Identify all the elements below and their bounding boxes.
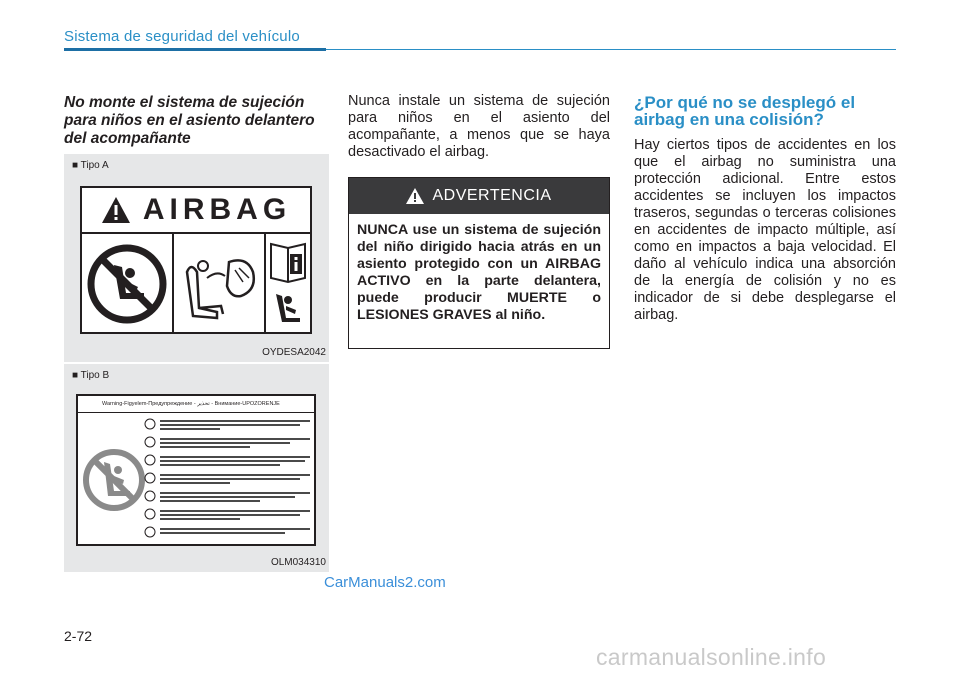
child-seat-heading: No monte el sistema de sujeción para niños en el asiento delantero del acompañante xyxy=(64,94,315,147)
page-number: 2-72 xyxy=(64,628,93,644)
airbag-warning-label xyxy=(80,186,312,334)
figure-a-label: ■ Tipo A xyxy=(72,160,109,171)
figure-a-code: OYDESA2042 xyxy=(262,347,326,358)
airbag-deploy-cell xyxy=(174,234,266,334)
header-rule-dark xyxy=(64,48,326,51)
figure-type-a xyxy=(64,154,329,362)
multilingual-warning-label xyxy=(76,394,316,546)
warning-header xyxy=(349,178,609,214)
header-rule-light xyxy=(326,49,896,50)
manual-cell xyxy=(266,234,310,334)
child-seat-paragraph: Nunca instale un sistema de sujeción para niños en el asiento del acompañante, a menos que se haya desactivado el airbag. xyxy=(348,93,610,160)
figure-b-label: ■ Tipo B xyxy=(72,370,110,381)
multilingual-warning-header: Warning-Figyelem-Предупреждение - تحذير - Внимание-UPOZORENJE xyxy=(78,396,314,413)
no-child-seat-icon xyxy=(86,243,168,325)
watermark-link[interactable]: CarManuals2.com xyxy=(324,574,446,591)
owners-manual-icon xyxy=(268,238,308,330)
multilingual-warning-graphic xyxy=(80,416,316,544)
warning-triangle-icon xyxy=(406,188,424,204)
airbag-sign-text: AIRBAG xyxy=(142,193,292,226)
warning-box xyxy=(348,177,610,349)
figure-type-b xyxy=(64,364,329,572)
figure-b-code: OLM034310 xyxy=(270,557,326,568)
footer-watermark: carmanualsonline.info xyxy=(596,644,827,670)
warning-triangle-icon xyxy=(101,196,131,224)
airbag-not-deployed-paragraph: Hay ciertos tipos de accidentes en los que el airbag no suministra una protección adicional. Entre estos accidentes se incluyen los impactos traseros, segundas o terceras colisiones en accidentes de impacto múltiple, así como en impactos a baja velocidad. El daño al vehículo indica una absorción de la energía de colisión y no es indicador de si debe desplegarse el airbag. xyxy=(634,137,896,323)
no-child-seat-cell xyxy=(82,234,174,334)
warning-title: ADVERTENCIA xyxy=(432,187,552,204)
warning-body: NUNCA use un sistema de sujeción del niño dirigido hacia atrás en un asiento protegido con un AIRBAG ACTIVO en la parte delantera, puede producir MUERTE o LESIONES GRAVES al niño. xyxy=(357,222,601,323)
section-title: Sistema de seguridad del vehículo xyxy=(64,28,300,45)
airbag-deploy-icon xyxy=(177,242,261,326)
airbag-not-deployed-heading: ¿Por qué no se desplegó el airbag en una colisión? xyxy=(634,93,856,129)
